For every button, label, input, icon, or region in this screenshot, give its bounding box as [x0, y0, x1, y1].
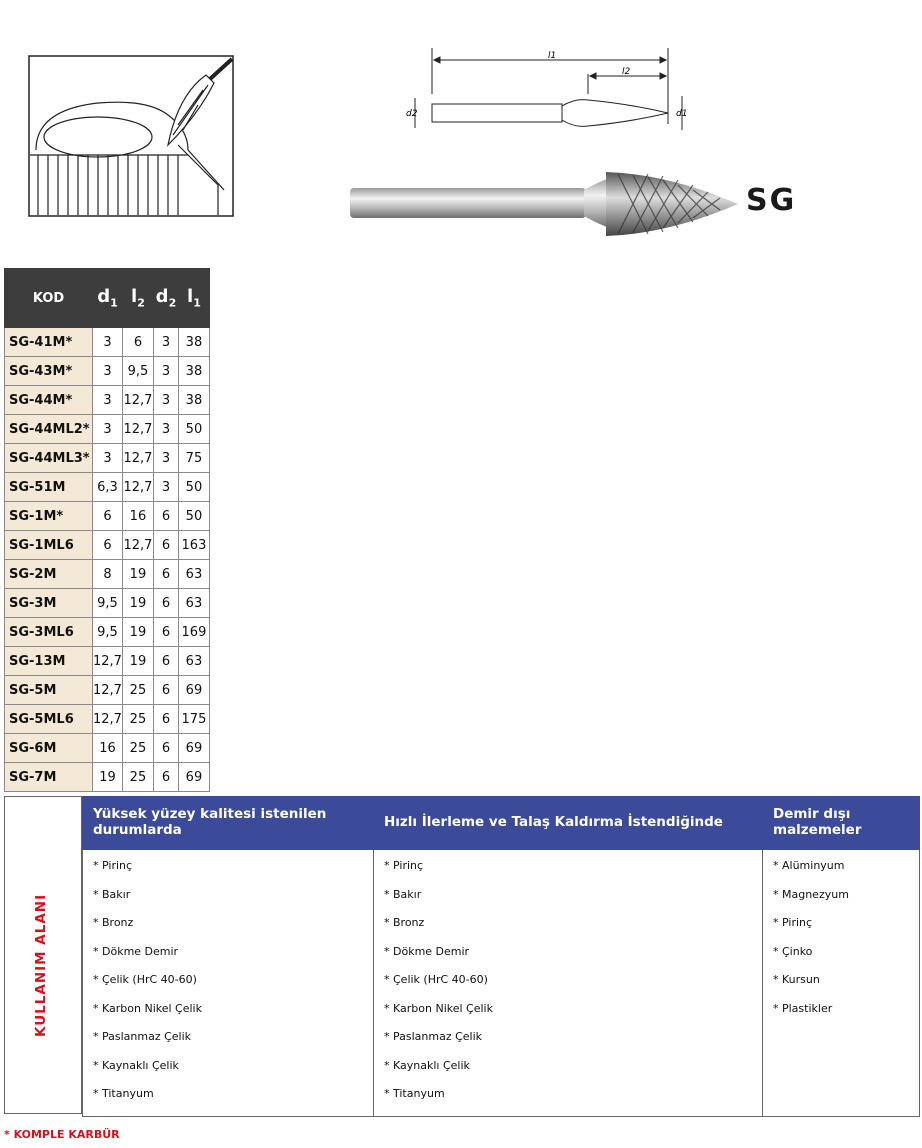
spec-d2-cell: 6 — [153, 560, 178, 589]
usage-list-item: * Kursun — [773, 973, 820, 986]
spec-d1-cell: 6 — [93, 531, 123, 560]
spec-code-cell: SG-51M — [5, 473, 93, 502]
spec-d2-cell: 6 — [153, 502, 178, 531]
usage-list-item: * Kaynaklı Çelik — [384, 1058, 470, 1072]
spec-l2-cell: 25 — [122, 705, 153, 734]
spec-d1-cell: 6 — [93, 502, 123, 531]
spec-d1-cell: 9,5 — [93, 618, 123, 647]
spec-d1-cell: 3 — [93, 444, 123, 473]
usage-table — [82, 796, 920, 1117]
usage-list-item: * Kaynaklı Çelik — [93, 1058, 179, 1072]
spec-l1-cell: 69 — [178, 763, 209, 792]
spec-d2-cell: 6 — [153, 618, 178, 647]
spec-l2-cell: 12,7 — [122, 444, 153, 473]
spec-code-cell: SG-44M* — [5, 386, 93, 415]
spec-code-cell: SG-13M — [5, 647, 93, 676]
spec-row — [5, 734, 210, 763]
spec-row — [5, 444, 210, 473]
usage-list-item: * Paslanmaz Çelik — [93, 1030, 192, 1043]
burr-tool-image — [348, 160, 744, 246]
spec-l2-cell: 19 — [122, 560, 153, 589]
spec-d1-cell: 8 — [93, 560, 123, 589]
usage-list-item: * Pirinç — [93, 859, 133, 872]
usage-list-item: * Paslanmaz Çelik — [384, 1030, 483, 1043]
col-d1-header: $d_1$ — [93, 269, 123, 328]
spec-l2-cell: 6 — [122, 328, 153, 357]
dim-d2-label: d2 — [406, 109, 418, 119]
spec-l2-cell: 9,5 — [122, 357, 153, 386]
spec-d1-cell: 3 — [93, 328, 123, 357]
spec-l2-cell: 25 — [122, 734, 153, 763]
spec-l1-cell: 63 — [178, 560, 209, 589]
spec-row — [5, 705, 210, 734]
spec-d2-cell: 3 — [153, 473, 178, 502]
spec-row — [5, 531, 210, 560]
spec-l2-cell: 25 — [122, 763, 153, 792]
spec-d1-cell: 3 — [93, 386, 123, 415]
usage-side-cell — [4, 796, 82, 1114]
col-d2-header: $d_2$ — [153, 269, 178, 328]
spec-code-cell: SG-1M* — [5, 502, 93, 531]
spec-row — [5, 763, 210, 792]
spec-l1-cell: 69 — [178, 676, 209, 705]
spec-d2-cell: 6 — [153, 734, 178, 763]
spec-header-row — [5, 269, 210, 328]
usage-list-item: * Pirinç — [773, 916, 813, 929]
spec-code-cell: SG-44ML3* — [5, 444, 93, 473]
spec-l2-cell: 19 — [122, 647, 153, 676]
usage-list-item: * Alüminyum — [773, 859, 845, 872]
spec-code-cell: SG-2M — [5, 560, 93, 589]
spec-l1-cell: 38 — [178, 328, 209, 357]
usage-col-2-title: Hızlı İlerleme ve Talaş Kaldırma İstendiğinde — [374, 797, 763, 850]
spec-l2-cell: 12,7 — [122, 415, 153, 444]
spec-code-cell: SG-41M* — [5, 328, 93, 357]
spec-l1-cell: 175 — [178, 705, 209, 734]
usage-col-3-title: Demir dışı malzemeler — [763, 797, 920, 850]
spec-row — [5, 357, 210, 386]
spec-d2-cell: 3 — [153, 386, 178, 415]
usage-list-item: * Titanyum — [93, 1087, 154, 1100]
spec-d1-cell: 19 — [93, 763, 123, 792]
usage-list-item: * Bakır — [93, 887, 131, 901]
spec-l2-cell: 12,7 — [122, 386, 153, 415]
spec-d1-cell: 12,7 — [93, 647, 123, 676]
usage-col-1 — [83, 850, 374, 1117]
usage-list-item: * Titanyum — [384, 1087, 445, 1100]
spec-l1-cell: 50 — [178, 502, 209, 531]
dim-l1-label: l1 — [548, 51, 557, 61]
usage-header-row — [83, 797, 920, 850]
series-label: SG — [746, 183, 797, 218]
spec-l2-cell: 19 — [122, 589, 153, 618]
spec-d2-cell: 3 — [153, 328, 178, 357]
dimension-diagram — [400, 44, 700, 148]
spec-l1-cell: 169 — [178, 618, 209, 647]
spec-code-cell: SG-43M* — [5, 357, 93, 386]
spec-l1-cell: 50 — [178, 473, 209, 502]
spec-row — [5, 386, 210, 415]
usage-list-item: * Dökme Demir — [384, 944, 470, 958]
spec-code-cell: SG-7M — [5, 763, 93, 792]
spec-d1-cell: 9,5 — [93, 589, 123, 618]
usage-area — [4, 796, 920, 1114]
spec-code-cell: SG-5M — [5, 676, 93, 705]
usage-list-item: * Çinko — [773, 944, 813, 958]
usage-side-label: KULLANIM ALANI — [33, 893, 49, 1037]
usage-col-3 — [763, 850, 920, 1117]
usage-body-row — [83, 850, 920, 1117]
usage-list-item: * Çelik (HrC 40-60) — [93, 973, 197, 986]
usage-list-item: * Magnezyum — [773, 887, 849, 901]
spec-l2-cell: 12,7 — [122, 473, 153, 502]
spec-d2-cell: 6 — [153, 705, 178, 734]
spec-row — [5, 589, 210, 618]
spec-d1-cell: 16 — [93, 734, 123, 763]
usage-list-item: * Karbon Nikel Çelik — [384, 1001, 493, 1015]
footer-note: * KOMPLE KARBÜR — [4, 1128, 120, 1141]
spec-code-cell: SG-6M — [5, 734, 93, 763]
col-code-header: KOD — [5, 269, 93, 328]
spec-l2-cell: 16 — [122, 502, 153, 531]
spec-d1-cell: 12,7 — [93, 705, 123, 734]
spec-l2-cell: 25 — [122, 676, 153, 705]
usage-list-item: * Karbon Nikel Çelik — [93, 1001, 202, 1015]
spec-row — [5, 560, 210, 589]
spec-l1-cell: 163 — [178, 531, 209, 560]
spec-code-cell: SG-3M — [5, 589, 93, 618]
spec-code-cell: SG-1ML6 — [5, 531, 93, 560]
spec-l1-cell: 69 — [178, 734, 209, 763]
spec-d1-cell: 6,3 — [93, 473, 123, 502]
usage-list-item: * Plastikler — [773, 1001, 833, 1015]
spec-l1-cell: 63 — [178, 647, 209, 676]
usage-list-item: * Pirinç — [384, 859, 424, 872]
col-l1-header: $l_1$ — [178, 269, 209, 328]
spec-code-cell: SG-3ML6 — [5, 618, 93, 647]
spec-d2-cell: 6 — [153, 647, 178, 676]
usage-list-item: * Dökme Demir — [93, 944, 179, 958]
spec-l1-cell: 63 — [178, 589, 209, 618]
spec-d2-cell: 3 — [153, 357, 178, 386]
spec-row — [5, 328, 210, 357]
spec-row — [5, 415, 210, 444]
usage-list-item: * Bakır — [384, 887, 422, 901]
spec-d1-cell: 12,7 — [93, 676, 123, 705]
spec-l1-cell: 38 — [178, 386, 209, 415]
usage-col-1-title: Yüksek yüzey kalitesi istenilen durumlarda — [83, 797, 374, 850]
gear-grinding-illustration — [28, 55, 234, 217]
spec-d2-cell: 6 — [153, 676, 178, 705]
dim-l2-label: l2 — [622, 67, 631, 77]
spec-d1-cell: 3 — [93, 357, 123, 386]
usage-list-item: * Bronz — [93, 916, 134, 929]
usage-list-item: * Çelik (HrC 40-60) — [384, 973, 488, 986]
usage-list-item: * Bronz — [384, 916, 425, 929]
spec-code-cell: SG-44ML2* — [5, 415, 93, 444]
spec-row — [5, 502, 210, 531]
spec-d1-cell: 3 — [93, 415, 123, 444]
spec-row — [5, 618, 210, 647]
spec-l1-cell: 75 — [178, 444, 209, 473]
spec-l2-cell: 12,7 — [122, 531, 153, 560]
col-l2-header: $l_2$ — [122, 269, 153, 328]
spec-d2-cell: 3 — [153, 415, 178, 444]
spec-l2-cell: 19 — [122, 618, 153, 647]
spec-row — [5, 676, 210, 705]
dim-d1-label: d1 — [676, 109, 688, 119]
spec-row — [5, 647, 210, 676]
spec-row — [5, 473, 210, 502]
spec-d2-cell: 3 — [153, 444, 178, 473]
spec-l1-cell: 50 — [178, 415, 209, 444]
spec-code-cell: SG-5ML6 — [5, 705, 93, 734]
usage-col-2 — [374, 850, 763, 1117]
spec-l1-cell: 38 — [178, 357, 209, 386]
spec-d2-cell: 6 — [153, 531, 178, 560]
spec-d2-cell: 6 — [153, 763, 178, 792]
spec-table — [4, 268, 210, 792]
spec-d2-cell: 6 — [153, 589, 178, 618]
